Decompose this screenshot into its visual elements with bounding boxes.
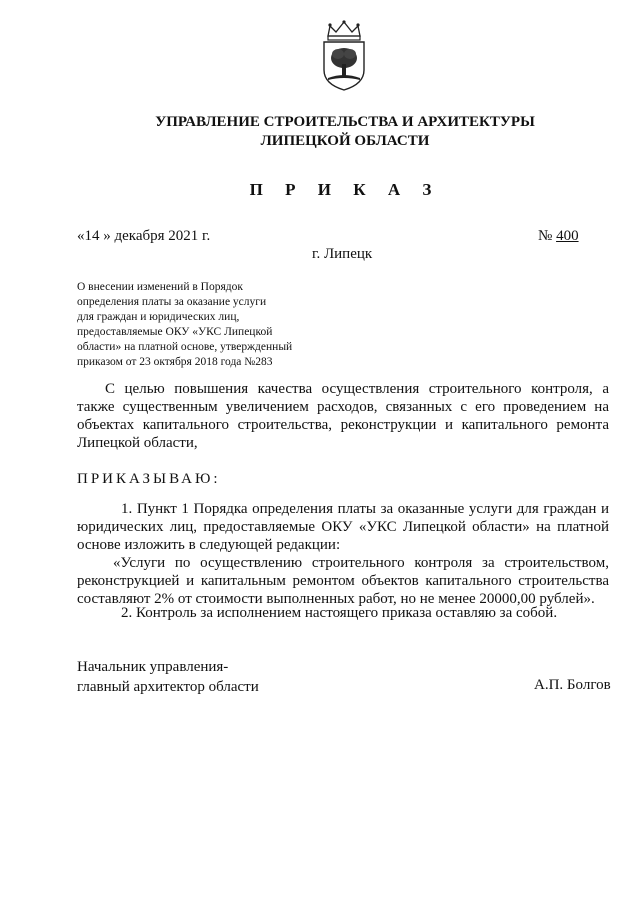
coat-of-arms-icon	[318, 20, 370, 92]
subject-line: О внесении изменений в Порядок	[77, 281, 243, 293]
subject-line: определения платы за оказание услуги	[77, 296, 267, 308]
preamble-paragraph: С целью повышения качества осуществления строительного контроля, а также существенным увеличением расходов, связанных с его проведением на объектах капитального строительства, реконструкции и капитального ремонта Липецкой области,	[77, 381, 609, 451]
subject-line: области» на платной основе, утвержденный	[77, 341, 293, 353]
subject-line: приказом от 23 октября 2018 года №283	[77, 356, 273, 368]
subject-line: для граждан и юридических лиц,	[77, 311, 240, 323]
order-item-1-quote: «Услуги по осуществлению строительного контроля за строительством, реконструкцией и капитальным ремонтом объектов капитального строительства составляют 2% от стоимости выполненных работ, но не менее 20000,00 рублей».	[77, 555, 609, 607]
document-city: г. Липецк	[312, 246, 373, 262]
organization-name-line2: ЛИПЕЦКОЙ ОБЛАСТИ	[260, 133, 430, 149]
order-item-1: 1. Пункт 1 Порядка определения платы за оказанные услуги для граждан и юридических лиц, предоставляемые ОКУ «УКС Липецкой области» на платной основе изложить в следующей редакции:	[77, 501, 609, 553]
order-item-2: 2. Контроль за исполнением настоящего приказа оставляю за собой.	[121, 605, 558, 621]
order-word: ПРИКАЗЫВАЮ:	[77, 471, 221, 487]
signatory-name: А.П. Болгов	[534, 677, 611, 693]
document-number-prefix: №	[538, 228, 557, 244]
organization-name	[0, 113, 640, 151]
document-number	[538, 228, 579, 245]
document-type-title: П Р И К А З	[249, 180, 441, 199]
document-number-value: 400	[556, 228, 579, 244]
document-subject	[77, 280, 337, 370]
signatory-position	[77, 657, 259, 697]
signatory-position-line1: Начальник управления-	[77, 659, 229, 675]
organization-name-line1: УПРАВЛЕНИЕ СТРОИТЕЛЬСТВА И АРХИТЕКТУРЫ	[155, 114, 535, 130]
subject-line: предоставляемые ОКУ «УКС Липецкой	[77, 326, 273, 338]
document-date: «14 » декабря 2021 г.	[77, 228, 211, 244]
signatory-position-line2: главный архитектор области	[77, 679, 259, 695]
